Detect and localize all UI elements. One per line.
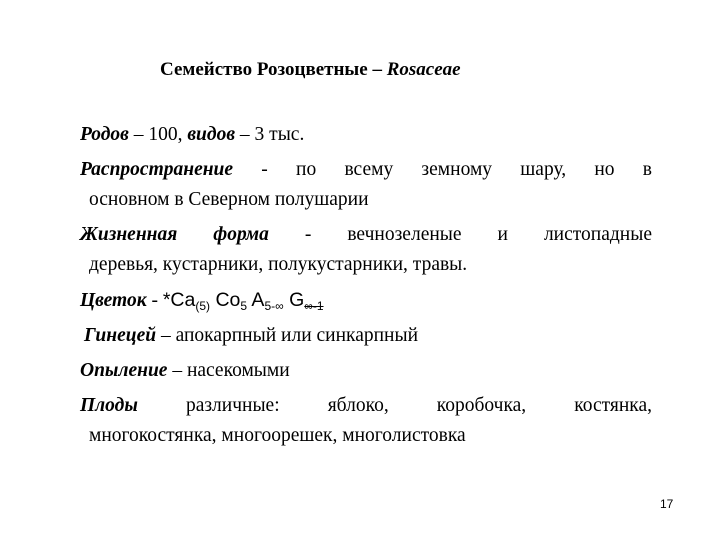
title-latin: Rosaceae — [386, 59, 461, 80]
corolla-count: 5 — [240, 299, 248, 313]
life-form-line-1 — [80, 220, 652, 250]
calyx-count: (5) — [195, 299, 211, 313]
flower-formula — [163, 289, 324, 311]
gynoecium-text: – апокарпный или синкарпный — [156, 325, 419, 346]
fruits-label: Плоды — [80, 395, 138, 416]
distribution-paragraph — [80, 155, 652, 215]
genera-value: – 100, — [128, 124, 188, 145]
fruits-text-1: различные: яблоко, коробочка, костянка, — [137, 395, 652, 416]
distribution-text-1: - по всему земному шару, но в — [233, 159, 652, 180]
corolla-symbol: Co — [210, 289, 241, 311]
species-label: видов — [187, 124, 236, 145]
androecium-symbol: A — [247, 289, 265, 311]
distribution-line-2: основном в Северном полушарии — [89, 189, 369, 210]
species-value: – 3 тыс. — [235, 124, 305, 145]
page-number: 17 — [660, 497, 674, 511]
flower-separator: - — [146, 290, 163, 311]
genera-label: Родов — [80, 124, 129, 145]
life-form-paragraph — [80, 220, 652, 280]
flower-formula-paragraph — [80, 285, 652, 316]
fruits-paragraph — [80, 391, 652, 451]
androecium-count: 5-∞ — [264, 299, 284, 313]
pollination-label: Опыление — [80, 360, 168, 381]
life-form-text-1: - вечнозеленые и листопадные — [268, 224, 652, 245]
fruits-line-1 — [80, 391, 652, 421]
pollination-paragraph — [80, 356, 652, 386]
fruits-line-2: многокостянка, многоорешек, многолистовка — [89, 425, 466, 446]
gynoecium-count: ∞-1 — [304, 299, 324, 313]
title-russian: Семейство Розоцветные – — [160, 59, 382, 80]
life-form-line-2: деревья, кустарники, полукустарники, травы. — [89, 254, 468, 275]
gynoecium-label: Гинецей — [84, 325, 157, 346]
gynoecium-symbol: G — [283, 289, 305, 311]
life-form-label: Жизненная форма — [80, 224, 269, 245]
distribution-label: Распространение — [80, 159, 234, 180]
gynoecium-paragraph — [80, 321, 652, 351]
flower-label: Цветок — [80, 290, 147, 311]
calyx-symbol: *Ca — [162, 289, 196, 311]
genera-paragraph — [80, 120, 652, 150]
distribution-line-1 — [80, 155, 652, 185]
pollination-text: – насекомыми — [167, 360, 290, 381]
slide-title — [160, 59, 461, 81]
slide-content — [80, 120, 652, 456]
